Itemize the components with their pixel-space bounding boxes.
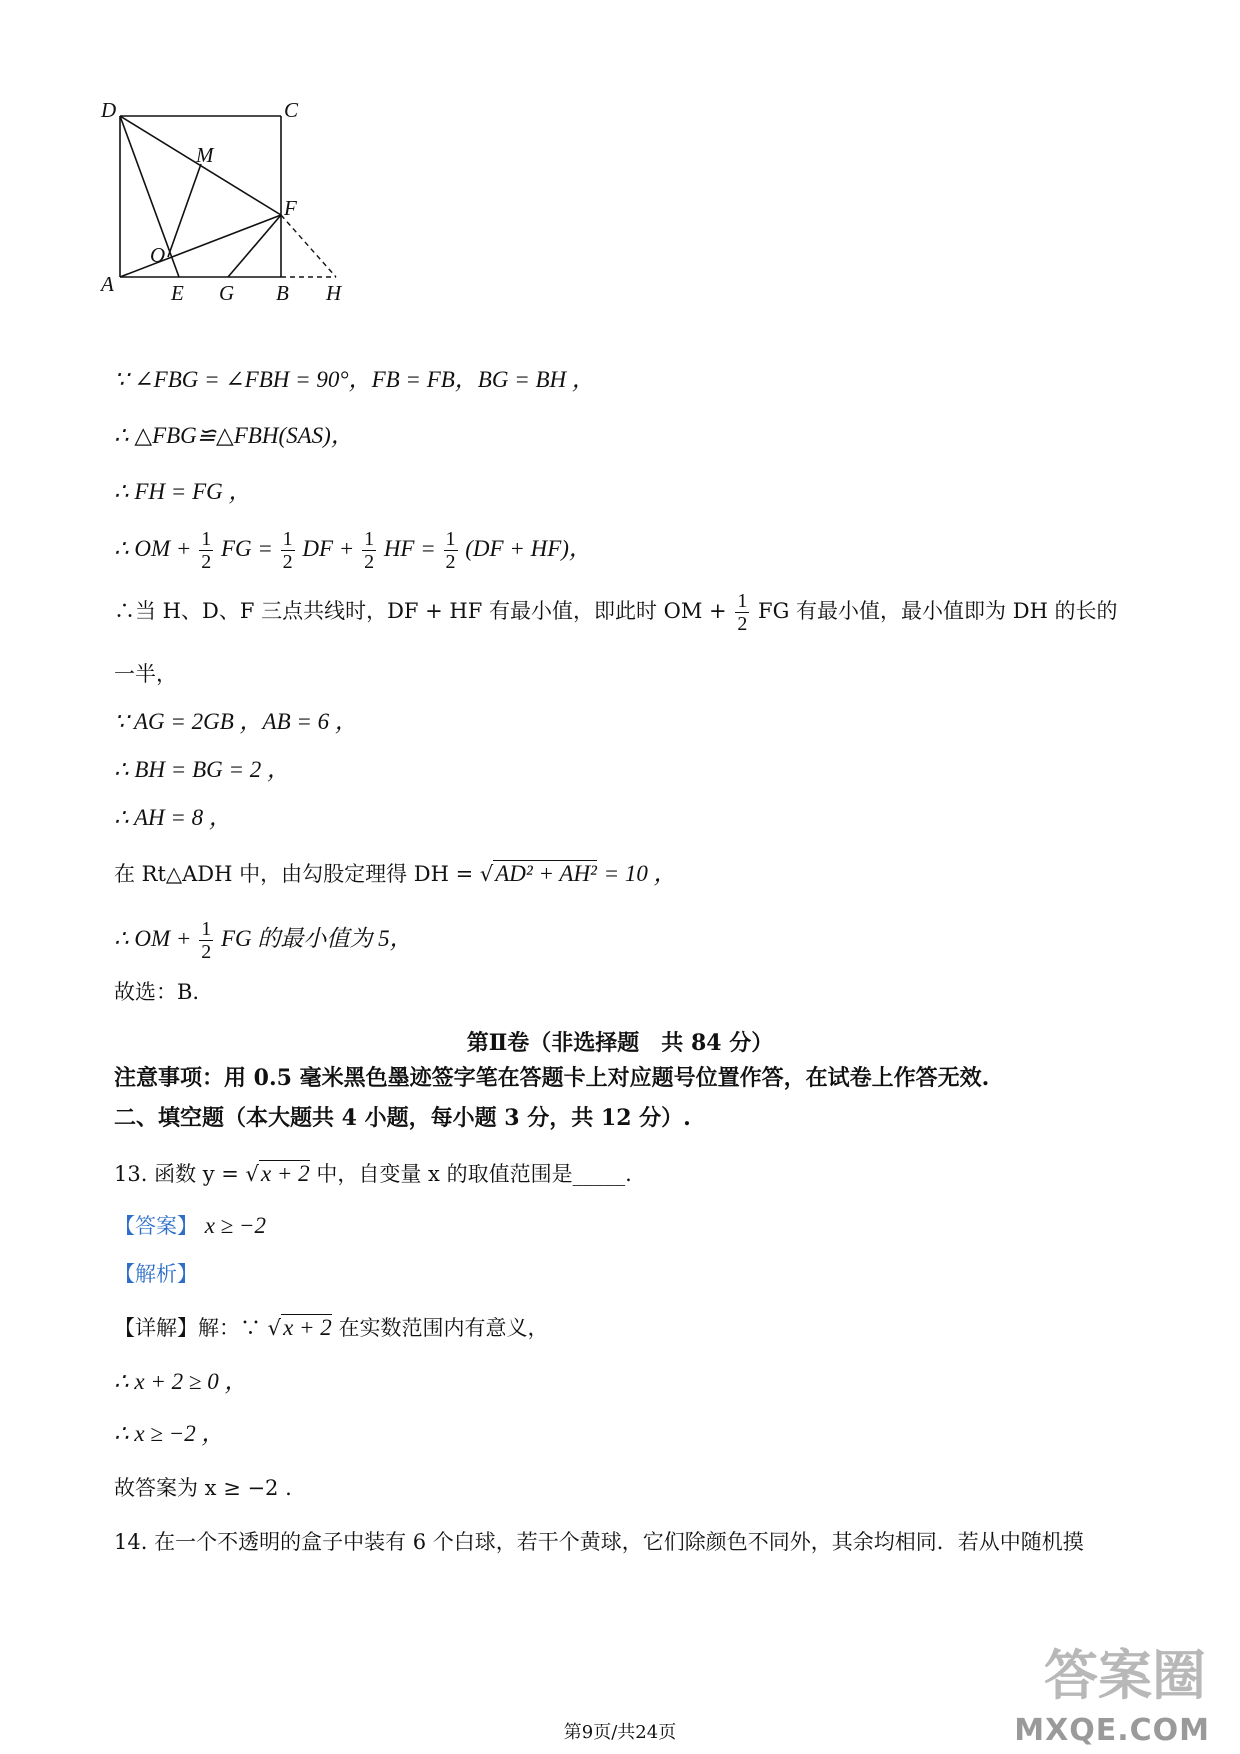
solution-line-4 <box>114 528 592 573</box>
label-A: A <box>101 272 114 296</box>
detail-post: 在实数范围内有意义， <box>338 1316 549 1340</box>
frac-den: 2 <box>737 613 748 635</box>
fraction-half <box>199 918 213 963</box>
page-footer: 第9页/共24页 <box>563 1722 677 1743</box>
frac-den: 2 <box>364 551 375 573</box>
label-O: O <box>150 243 166 267</box>
line10-pre: 在 Rt△ADH 中，由勾股定理得 DH = √ <box>114 862 494 886</box>
q13-stem-post: 中，自变量 x 的取值范围是_____. <box>316 1162 632 1186</box>
question-13-stem <box>114 1160 632 1188</box>
line11-pre: ∴ OM + <box>114 925 192 951</box>
frac-num: 1 <box>364 528 375 550</box>
solution-line-7: ∵ AG = 2GB ，AB = 6 ， <box>114 709 358 734</box>
fraction-half <box>199 528 213 573</box>
frac-num: 1 <box>445 528 456 550</box>
frac-den: 2 <box>201 551 212 573</box>
q13-step-2: ∴ x ≥ −2 ， <box>114 1421 225 1446</box>
answer-tag: 【答案】 <box>114 1214 198 1238</box>
fraction-half <box>735 590 749 635</box>
detail-radicand: x + 2 <box>283 1315 332 1340</box>
watermark-logo: 答案圈 <box>1044 1644 1206 1707</box>
answer-value: x ≥ −2 <box>204 1213 267 1238</box>
line10-post: = 10 ， <box>603 861 677 886</box>
frac-num: 1 <box>737 590 748 612</box>
solution-line-5 <box>114 590 1118 635</box>
solution-line-11 <box>114 918 413 963</box>
label-F: F <box>284 196 297 220</box>
line4-mid1: FG = <box>220 535 273 561</box>
fraction-half <box>444 528 458 573</box>
solution-line-1: ∵ ∠FBG = ∠FBH = 90°，FB = FB，BG = BH ， <box>114 367 595 392</box>
q13-conclusion: 故答案为 x ≥ −2 . <box>114 1476 292 1500</box>
line4-mid3: HF = <box>383 535 436 561</box>
fraction-half <box>362 528 376 573</box>
label-D: D <box>101 100 117 122</box>
q13-step-1: ∴ x + 2 ≥ 0 ， <box>114 1369 248 1394</box>
section-title: 第Ⅱ卷（非选择题 共 84 分） <box>466 1030 774 1056</box>
solution-line-12: 故选：B. <box>114 980 200 1004</box>
frac-den: 2 <box>282 551 293 573</box>
label-M: M <box>196 143 214 167</box>
solution-line-10 <box>114 860 677 888</box>
solution-line-6: 一半， <box>114 662 177 686</box>
line5-post: FG 有最小值，最小值即为 DH 的长的 <box>758 599 1118 623</box>
label-C: C <box>284 100 299 122</box>
fraction-half <box>281 528 295 573</box>
frac-num: 1 <box>201 528 212 550</box>
solution-line-8: ∴ BH = BG = 2 ， <box>114 757 290 782</box>
q13-radicand: x + 2 <box>260 1161 310 1186</box>
question-14-stem: 14. 在一个不透明的盒子中装有 6 个白球，若干个黄球，它们除颜色不同外，其余均相同．若从中随机摸 <box>114 1530 1084 1554</box>
notice-text: 注意事项：用 0.5 毫米黑色墨迹签字笔在答题卡上对应题号位置作答，在试卷上作答无效. <box>114 1065 990 1091</box>
frac-den: 2 <box>201 941 212 963</box>
solution-line-9: ∴ AH = 8 ， <box>114 805 232 830</box>
part-two-heading: 二、填空题（本大题共 4 小题，每小题 3 分，共 12 分）. <box>114 1105 691 1131</box>
detail-pre: 【详解】解：∵ √ <box>114 1316 282 1340</box>
solution-line-2: ∴ △FBG≌△FBH(SAS)， <box>114 423 354 448</box>
q13-stem-pre: 13. 函数 y = √ <box>114 1162 259 1186</box>
line4-mid2: DF + <box>302 535 355 561</box>
radicand: AD² + AH² <box>495 861 597 886</box>
label-E: E <box>171 281 184 305</box>
solution-line-3: ∴ FH = FG ， <box>114 479 252 504</box>
label-G: G <box>219 281 235 305</box>
label-B: B <box>276 281 289 305</box>
frac-num: 1 <box>282 528 293 550</box>
frac-num: 1 <box>201 918 212 940</box>
line5-pre: ∴当 H、D、F 三点共线时，DF + HF 有最小值，即此时 OM + <box>114 599 727 623</box>
q13-answer-row <box>114 1212 266 1240</box>
line4-pre: ∴ OM + <box>114 535 192 561</box>
line11-post: FG 的最小值为 5， <box>220 925 413 951</box>
frac-den: 2 <box>445 551 456 573</box>
q13-detail <box>114 1314 548 1342</box>
analysis-tag: 【解析】 <box>114 1262 198 1286</box>
geometry-figure <box>100 100 520 330</box>
label-H: H <box>326 281 342 305</box>
watermark-url: MXQE.COM <box>1014 1713 1210 1748</box>
line4-post: (DF + HF)， <box>465 535 592 561</box>
